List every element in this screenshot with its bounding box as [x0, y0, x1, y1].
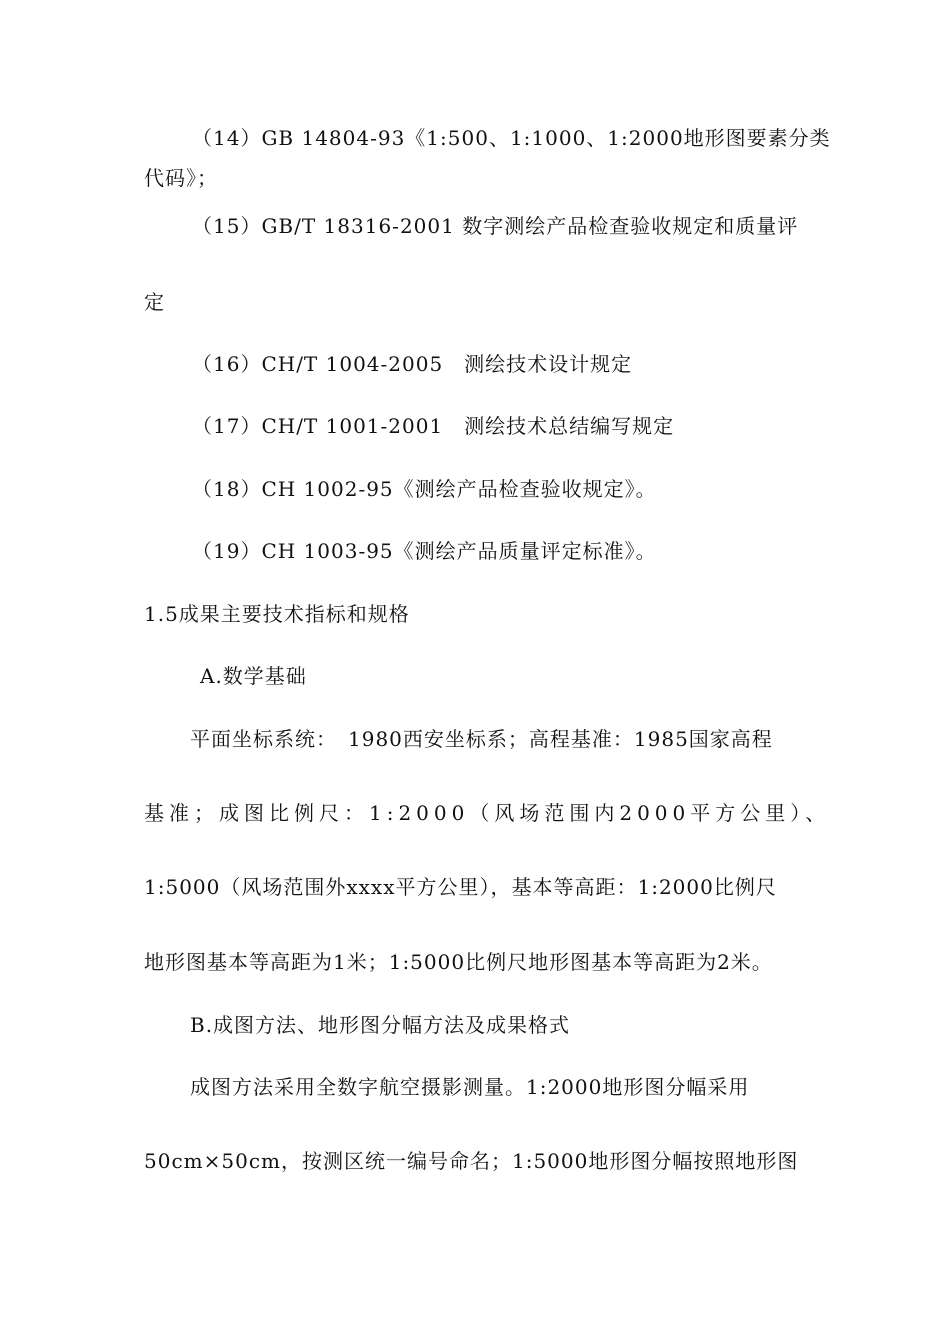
standard-item-16: （16）CH/T 1004-2005 测绘技术设计规定 — [192, 352, 633, 376]
paragraph-line: 1:5000（风场范围外xxxx平方公里），基本等高距：1:2000比例尺 — [144, 875, 777, 899]
standard-item-18: （18）CH 1002-95《测绘产品检查验收规定》。 — [192, 477, 657, 501]
paragraph-line: 成图方法采用全数字航空摄影测量。1:2000地形图分幅采用 — [190, 1075, 750, 1099]
standard-item-14-continuation: 代码》； — [144, 166, 218, 190]
paragraph-line: 50cm×50cm，按测区统一编号命名；1:5000地形图分幅按照地形图 — [144, 1149, 799, 1173]
standard-item-15-continuation: 定 — [144, 290, 165, 314]
standard-item-14: （14）GB 14804-93《1:500、1:1000、1:2000地形图要素分类 — [192, 126, 831, 150]
paragraph-line: 基准；成图比例尺：1:2000（风场范围内2000平方公里）、 — [144, 801, 831, 825]
standard-item-15: （15）GB/T 18316-2001 数字测绘产品检查验收规定和质量评 — [192, 214, 799, 238]
paragraph-line: 地形图基本等高距为1米；1:5000比例尺地形图基本等高距为2米。 — [144, 950, 773, 974]
standard-item-19: （19）CH 1003-95《测绘产品质量评定标准》。 — [192, 539, 657, 563]
subheading-a: A.数学基础 — [200, 664, 307, 688]
subheading-b: B.成图方法、地形图分幅方法及成果格式 — [190, 1013, 571, 1037]
paragraph-line: 平面坐标系统： 1980西安坐标系；高程基准：1985国家高程 — [190, 727, 773, 751]
section-heading-1-5: 1.5成果主要技术指标和规格 — [144, 602, 410, 626]
standard-item-17: （17）CH/T 1001-2001 测绘技术总结编写规定 — [192, 414, 675, 438]
